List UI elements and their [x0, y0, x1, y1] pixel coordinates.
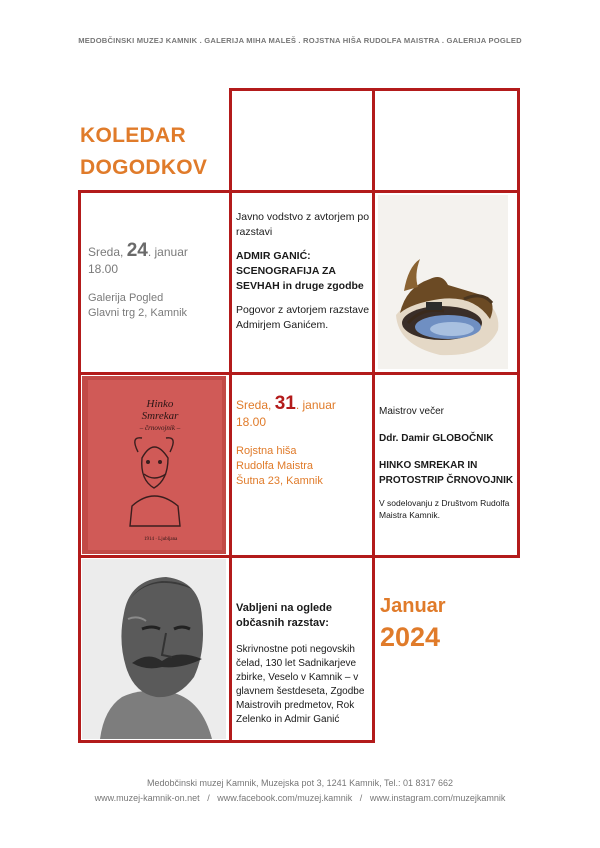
event2-venue-name-2: Rudolfa Maistra — [236, 460, 314, 472]
footer-links — [0, 793, 600, 803]
page-title — [80, 120, 207, 184]
invitation-heading: Vabljeni na oglede občasnih razstav: — [236, 602, 332, 629]
event2-venue-name-1: Rojstna hiša — [236, 445, 297, 457]
book-cover-line-3: – črnovojnik – — [139, 424, 181, 432]
event2-time: 18.00 — [236, 415, 267, 429]
footer-instagram-link[interactable]: www.instagram.com/muzejkamnik — [369, 793, 506, 803]
event1-heading: Javno vodstvo z avtorjem po razstavi — [236, 211, 370, 238]
event2-speaker: Ddr. Damir GLOBOČNIK — [379, 433, 494, 444]
event2-day-name: Sreda, — [236, 398, 272, 412]
grid-line — [78, 740, 374, 743]
month-year: 2024 — [380, 622, 441, 652]
event1-month: . januar — [147, 245, 188, 259]
event1-day-num: 24 — [126, 240, 148, 261]
event2-date — [236, 393, 372, 414]
grid-line — [372, 88, 375, 743]
maister-bust-image — [82, 559, 226, 739]
month-name: Januar — [380, 595, 446, 617]
sculpture-photo — [378, 195, 508, 369]
bust-photo — [82, 559, 226, 739]
svg-text:1914 · Ljubljana: 1914 · Ljubljana — [144, 537, 178, 542]
footer-address: Medobčinski muzej Kamnik, Muzejska pot 3, 1241 Kamnik, Tel.: 01 8317 662 — [147, 778, 453, 788]
event1-venue-address: Glavni trg 2, Kamnik — [88, 307, 188, 319]
grid-line — [229, 88, 232, 743]
event1-date — [88, 240, 226, 261]
event2-day-num: 31 — [274, 393, 296, 414]
grid-line — [78, 555, 519, 558]
event1-venue-name: Galerija Pogled — [88, 292, 164, 304]
event1-description-cell — [236, 210, 370, 333]
book-cover-photo — [82, 376, 226, 554]
event2-note: V sodelovanju z Društvom Rudolfa Maistra Kamnik. — [379, 498, 510, 520]
event1-date-cell — [88, 240, 226, 321]
event2-date-cell — [236, 393, 372, 489]
invitation-cell — [236, 601, 370, 727]
book-cover-line-1: Hinko — [146, 398, 174, 410]
footer-separator: / — [359, 793, 363, 803]
footer-website-link[interactable]: www.muzej-kamnik-on.net — [94, 793, 200, 803]
book-cover-lettering — [120, 398, 200, 434]
event2-month: . januar — [295, 398, 336, 412]
grid-line — [517, 88, 520, 558]
grid-line — [78, 372, 519, 375]
event1-desc: Pogovor z avtorjem razstave Admirjem Ganićem. — [236, 304, 370, 331]
bowl-sculpture-image — [378, 195, 508, 369]
event2-heading: Maistrov večer — [379, 406, 445, 417]
event2-topic: HINKO SMREKAR IN PROTOSTRIP ČRNOVOJNIK — [379, 460, 514, 486]
grid-line — [78, 190, 81, 743]
book-cover-line-2: Smrekar — [141, 410, 179, 422]
footer-separator: / — [207, 793, 210, 803]
event1-time: 18.00 — [88, 262, 119, 276]
event1-day-name: Sreda, — [88, 245, 124, 259]
event2-venue-address: Šutna 23, Kamnik — [236, 475, 323, 487]
title-line-2: DOGODKOV — [80, 156, 208, 179]
month-block — [380, 593, 446, 655]
header-institutions: MEDOBČINSKI MUZEJ KAMNIK . GALERIJA MIHA MALEŠ . ROJSTNA HIŠA RUDOLFA MAISTRA . GALERIJA POGLED — [78, 36, 522, 45]
invitation-text: Skrivnostne poti negovskih čelad, 130 let Sadnikarjeve zbirke, Veselo v Kamnik – v glavnem šestdeseta, Zgodbe Maistrovih predmetov, Rok Zelenko in Admir Ganić — [236, 644, 365, 725]
grid-line — [78, 190, 519, 193]
event2-description-cell — [379, 404, 515, 521]
title-line-1: KOLEDAR — [80, 124, 186, 147]
footer-facebook-link[interactable]: www.facebook.com/muzej.kamnik — [217, 793, 353, 803]
event1-exhibition: ADMIR GANIĆ: SCENOGRAFIJA ZA SEVHAH in druge zgodbe — [236, 250, 364, 292]
